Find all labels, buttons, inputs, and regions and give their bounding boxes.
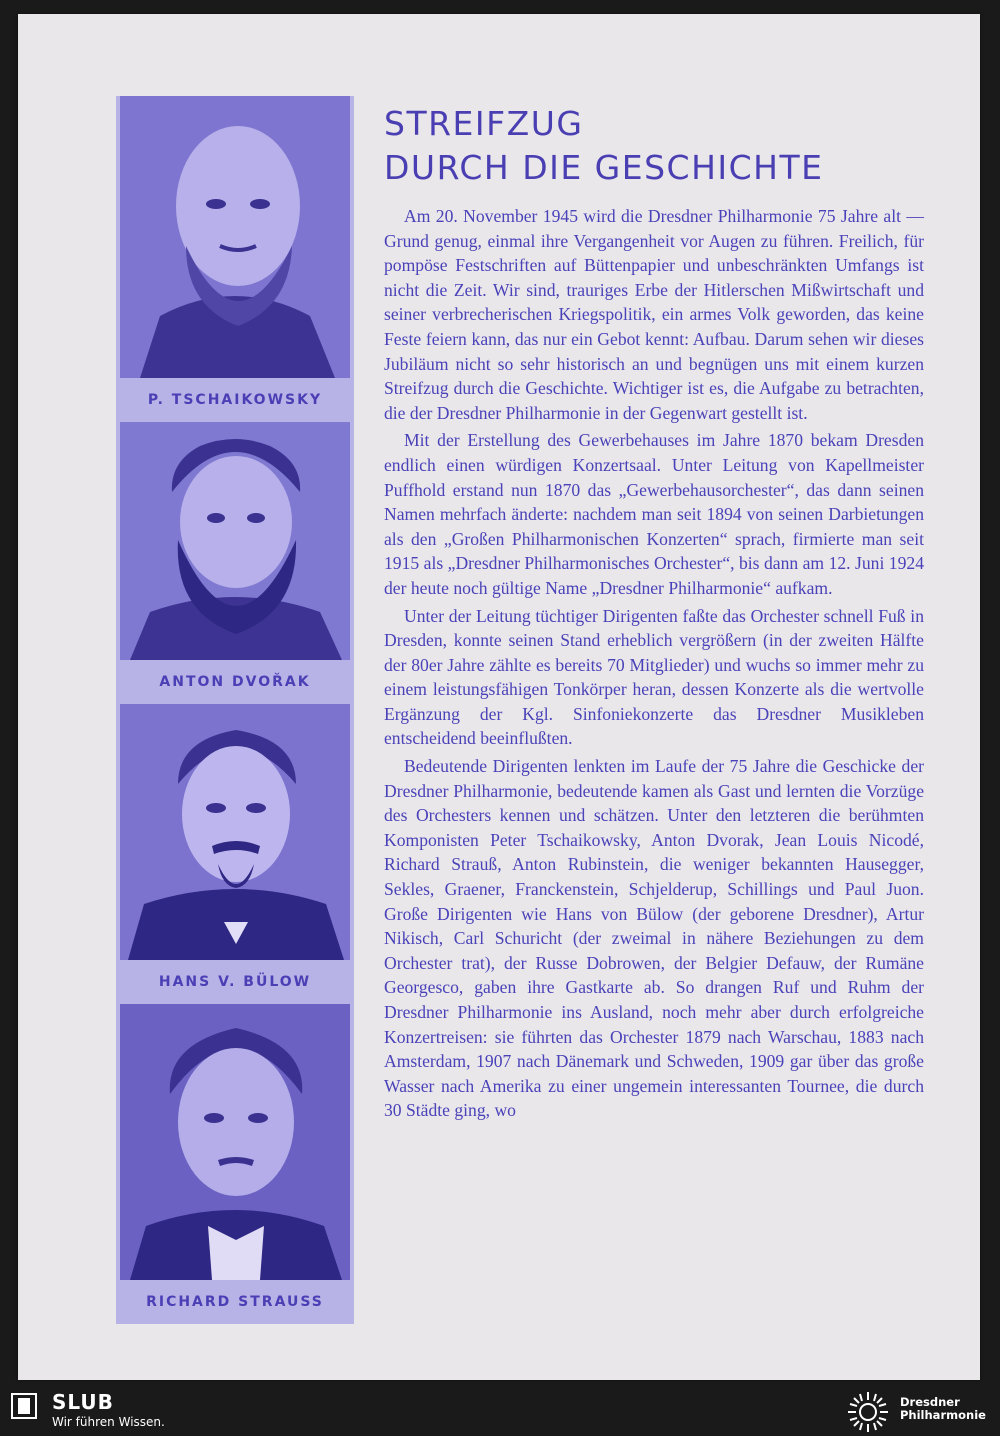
title-line-1: STREIFZUG: [384, 104, 584, 143]
portrait-buelow: [116, 704, 354, 1004]
sunburst-icon: [846, 1390, 890, 1434]
paragraph: Bedeutende Dirigenten lenkten im Laufe der 75 Jahre die Geschicke der Dresdner Philharmonie, bedeutende kamen als Gast und lernten die Vorzüge des Orchesters kennen und schätzen. Unter den letzteren die berühmten Komponisten Peter Tschaikowsky, Anton Dvorak, Jean Louis Nicodé, Richard Strauß, Anton Rubinstein, die weniger bekannten Hausegger, Sekles, Graener, Franckenstein, Schjelderup, Schillings und Paul Juon. Große Dirigenten wie Hans von Bülow (der geborene Dresdner), Artur Nikisch, Carl Schuricht (der zweimal in nähere Beziehungen zu dem Orchester trat), der Russe Dobrowen, der Belgier Defauw, der Rumäne Georgesco, gaben ihre Gastkarte ab. So drangen Ruf und Ruhm der Dresdner Philharmonie ins Ausland, noch mehr aber durch erfolgreiche Konzertreisen: sie führten das Orchester 1879 nach Warschau, 1883 nach Amsterdam, 1907 nach Dänemark und Schweden, 1909 gar über das große Wasser nach Amerika zu einer ungemein interessanten Tournee, die durch 30 Städte ging, wo: [384, 756, 924, 1121]
portrait-caption: RICHARD STRAUSS: [146, 1294, 324, 1310]
portrait-column: [116, 96, 354, 1324]
portrait-photo: [120, 96, 350, 378]
partner-name: [900, 1396, 986, 1422]
portrait-photo: [120, 422, 350, 660]
portrait-caption: ANTON DVOŘAK: [159, 674, 311, 690]
library-name: SLUB: [52, 1390, 114, 1414]
portrait-strauss: [116, 1004, 354, 1324]
portrait-dvorak: [116, 422, 354, 704]
portrait-photo: [120, 704, 350, 960]
page-title: [384, 102, 944, 190]
partner-name-line-2: Philharmonie: [900, 1408, 986, 1422]
document-page: [18, 14, 980, 1380]
portrait-caption: P. TSCHAIKOWSKY: [147, 392, 323, 408]
portrait-caption: HANS V. BÜLOW: [158, 974, 312, 990]
title-line-2: DURCH DIE GESCHICHTE: [384, 148, 824, 187]
portrait-tschaikowsky: [116, 96, 354, 422]
paragraph: Mit der Erstellung des Gewerbehauses im Jahre 1870 bekam Dresden endlich einen würdigen Konzertsaal. Unter Leitung von Kapellmeister Puffhold erstand nun 1870 das „Gewerbehausorchester“, das dann seinen Namen mehrfach änderte: nachdem man seit 1894 von seinen Darbietungen als den „Großen Philharmonischen Konzerten“ sprach, firmierte man seit 1915 als „Dresdner Philharmonisches Orchester“, bis dann am 12. Juni 1924 der heute noch gültige Name „Dresdner Philharmonie“ aufkam.: [384, 430, 924, 598]
paragraph: Unter der Leitung tüchtiger Dirigenten faßte das Orchester schnell Fuß in Dresden, konnte seinen Stand erheblich vergrößern (in der zweiten Hälfte der 80er Jahre zählte es bereits 70 Mitglieder) und wuchs so immer mehr zu einem leistungsfähigen Tonkörper heran, dessen Konzerte als die wertvolle Ergänzung der Kgl. Sinfoniekonzerte das Dresdner Musikleben entscheidend beeinflußten.: [384, 605, 924, 749]
paragraph: Am 20. November 1945 wird die Dresdner Philharmonie 75 Jahre alt — Grund genug, einmal ihre Vergangenheit vor Augen zu führen. Freilich, für pompöse Festschriften auf Büttenpapier und unbeschränkten Umfangs ist nicht die Zeit. Wir sind, trauriges Erbe der Hitlerschen Mißwirtschaft und seiner verbrecherischen Kriegspolitik, ein armes Volk geworden, das keine Feste feiern kann, das nur ein Gebot kennt: Aufbau. Darum sehen wir dieses Jubiläum nicht so sehr historisch an und begnügen uns mit einem kurzen Streifzug durch die Geschichte. Wichtiger ist es, die Aufgabe zu betrachten, die der Dresdner Philharmonie in der Gegenwart gestellt ist.: [384, 206, 924, 423]
article-body: [384, 204, 924, 1126]
library-tagline: Wir führen Wissen.: [52, 1415, 165, 1429]
book-icon: [10, 1392, 38, 1420]
footer-bar: [0, 1386, 1000, 1436]
portrait-photo: [120, 1004, 350, 1280]
partner-name-line-1: Dresdner: [900, 1395, 960, 1409]
